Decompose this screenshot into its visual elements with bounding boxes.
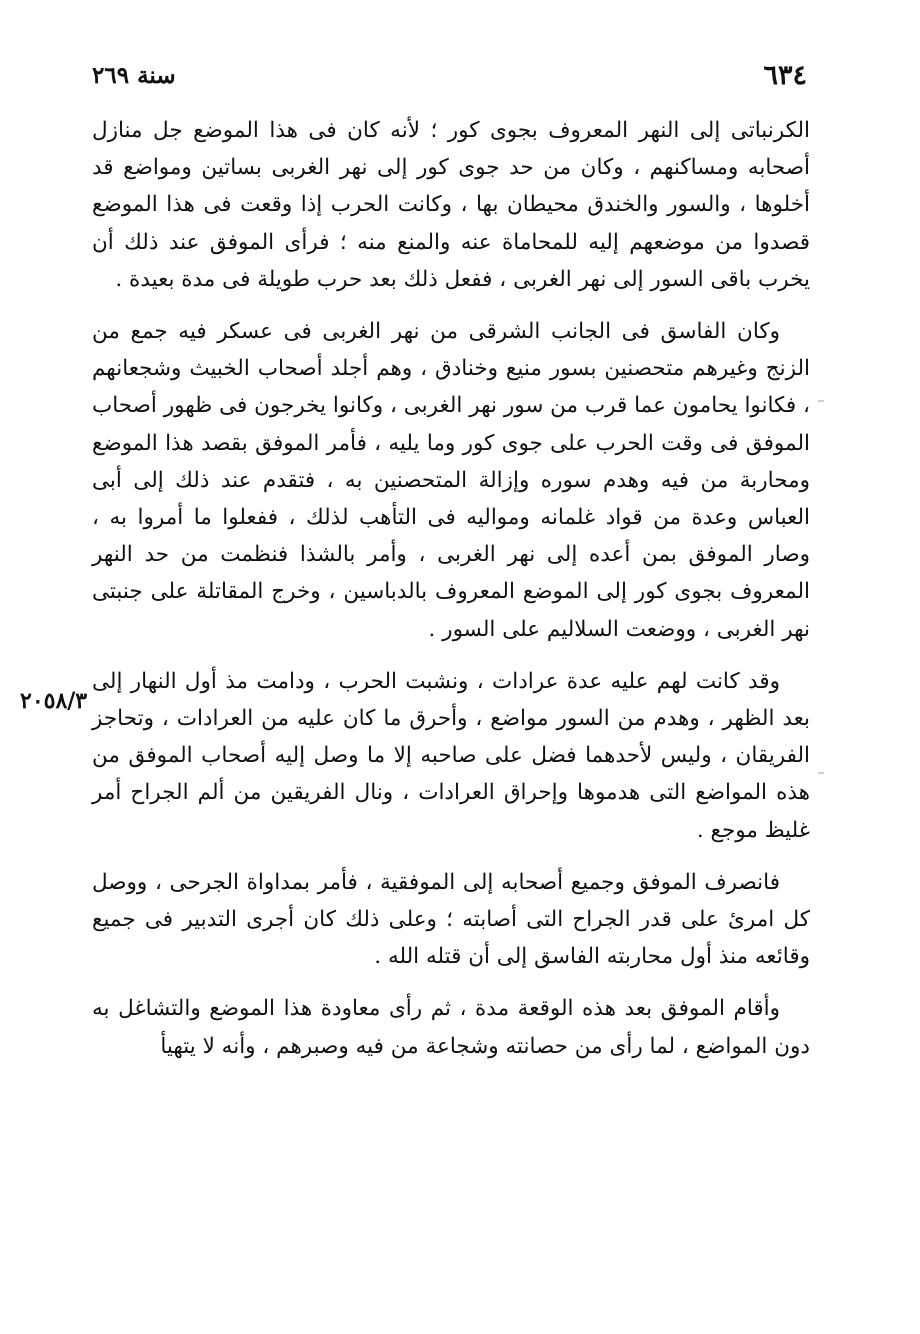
paragraph-1: الكرنباتى إلى النهر المعروف بجوى كور ؛ لأنه كان فى هذا الموضع جل منازل أصحابه ومساكنهم ، وكان من حد جوى كور إلى نهر الغربى بساتين ومواضع قد أخلوها ، والسور والخندق محيطان بها ، وكانت الحرب إذا وقعت فى هذا الموضع قصدوا من موضعهم إليه للمحاماة عنه والمنع منه ؛ فرأى الموفق عند ذلك أن يخرب باقى السور إلى نهر الغربى ، ففعل ذلك بعد حرب طويلة فى مدة بعيدة . [92, 118, 810, 292]
page-header [92, 60, 807, 100]
margin-tick [818, 400, 824, 402]
margin-tick [818, 772, 824, 774]
running-head-year: سنة ٢٦٩ [92, 62, 176, 89]
paragraph-4: فانصرف الموفق وجميع أصحابه إلى الموفقية ، فأمر بمداواة الجرحى ، ووصل كل امرئ على قدر الجراح التى أصابته ؛ وعلى ذلك كان أجرى التدبير فى جميع وقائعه منذ أول محاربته الفاسق إلى أن قتله الله . [92, 869, 810, 970]
paragraph-3: وقد كانت لهم عليه عدة عرادات ، ونشبت الحرب ، ودامت مذ أول النهار إلى بعد الظهر ، وهدم من السور مواضع ، وأحرق ما كان عليه من العرادات ، وتحاجز الفريقان ، وليس لأحدهما فضل على صاحبه إلا ما وصل إليه أصحاب الموفق من هذه المواضع التى هدموها وإحراق العرادات ، ونال الفريقين من ألم الجراح أمر غليظ موجع . [92, 668, 810, 843]
paragraph-2: وكان الفاسق فى الجانب الشرقى من نهر الغربى فى عسكر فيه جمع من الزنج وغيرهم متحصنين بسور منيع وخنادق ، وهم أجلد أصحاب الخبيث وشجعانهم ، فكانوا يحامون عما قرب من سور نهر الغربى ، وكانوا يخرجون فى ظهور أصحاب الموفق فى وقت الحرب على جوى كور وما يليه ، فأمر الموفق بقصد هذا الموضع ومحاربة من فيه وهدم سوره وإزالة المتحصنين به ، فتقدم عند ذلك إلى أبى العباس وعدة من قواد غلمانه ومواليه فى التأهب لذلك ، ففعلوا ما أمروا به ، وصار الموفق بمن أعده إلى نهر الغربى ، وأمر بالشذا فنظمت من حد النهر المعروف بجوى كور إلى الموضع المعروف بالدباسين ، وخرج المقاتلة على جنبتى نهر الغربى ، ووضعت السلاليم على السور . [92, 319, 810, 642]
paragraph-5: وأقام الموفق بعد هذه الوقعة مدة ، ثم رأى معاودة هذا الموضع والتشاغل به دون المواضع ، لما رأى من حصانته وشجاعة من فيه وصبرهم ، وأنه لا يتهيأ [92, 996, 810, 1059]
main-text [92, 112, 810, 1080]
page-number: ٦٣٤ [763, 60, 807, 91]
margin-reference: ٢٠٥٨/٣ [20, 688, 88, 714]
